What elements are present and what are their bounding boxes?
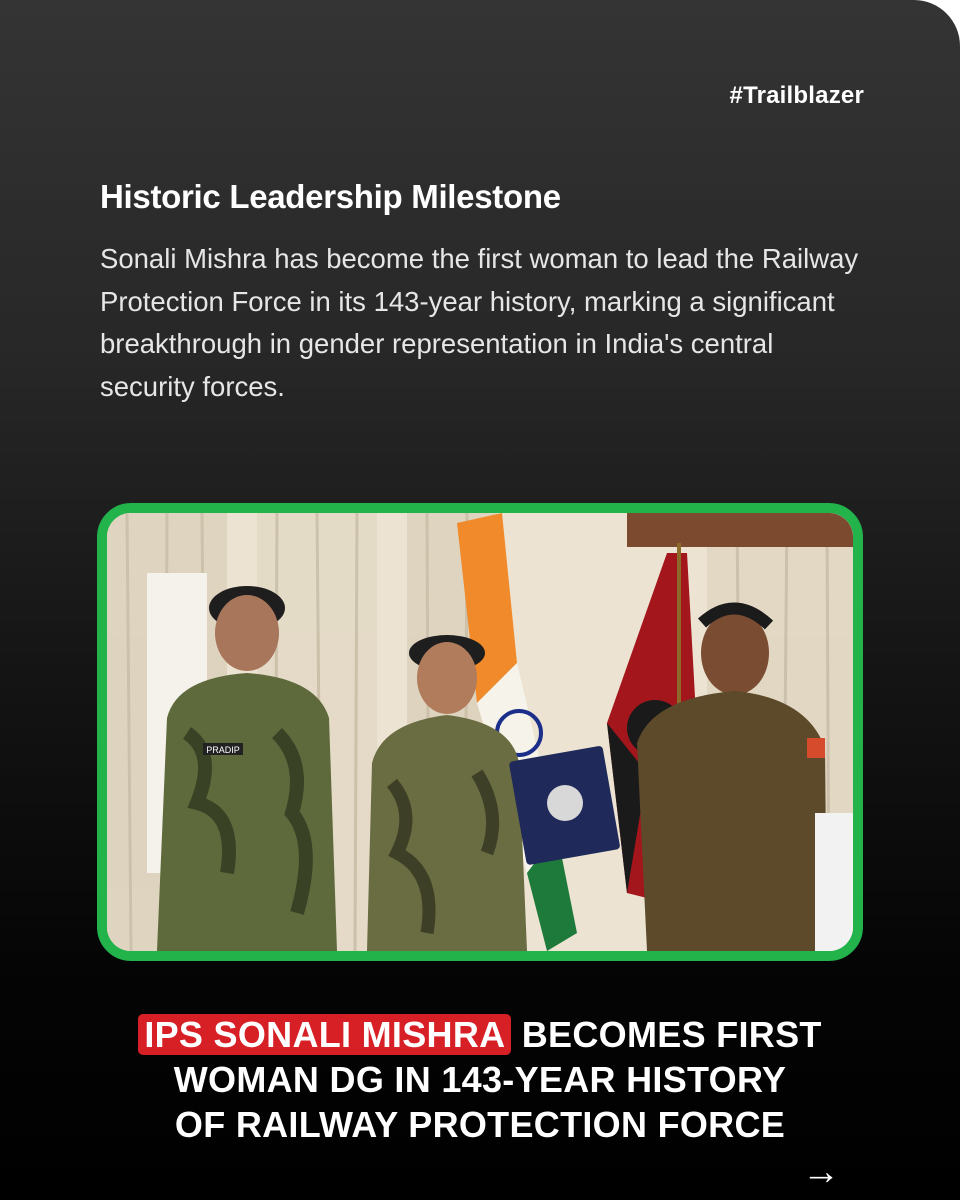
memento-plaque xyxy=(509,745,621,865)
post-photo xyxy=(97,503,863,961)
headline-line1-rest: BECOMES FIRST xyxy=(511,1014,822,1055)
post-heading: Historic Leadership Milestone xyxy=(100,178,561,215)
photo-illustration xyxy=(107,513,853,951)
headline-line3: OF RAILWAY PROTECTION FORCE xyxy=(174,1104,786,1145)
headline-highlight: IPS SONALI MISHRA xyxy=(138,1014,511,1055)
headline xyxy=(0,1012,960,1147)
post-body: Sonali Mishra has become the first woman to lead the Railway Protection Force in its 143-year history, marking a significant breakthrough in gender representation in India's central security forces. xyxy=(100,243,859,402)
hashtag[interactable]: #Trailblazer xyxy=(729,82,864,109)
headline-line2: WOMAN DG IN 143-YEAR HISTORY xyxy=(173,1059,787,1100)
next-arrow-icon[interactable]: → xyxy=(802,1151,840,1193)
name-tag: PRADIP xyxy=(206,745,240,755)
photo-chair xyxy=(815,813,853,951)
photo-beam xyxy=(627,513,853,547)
